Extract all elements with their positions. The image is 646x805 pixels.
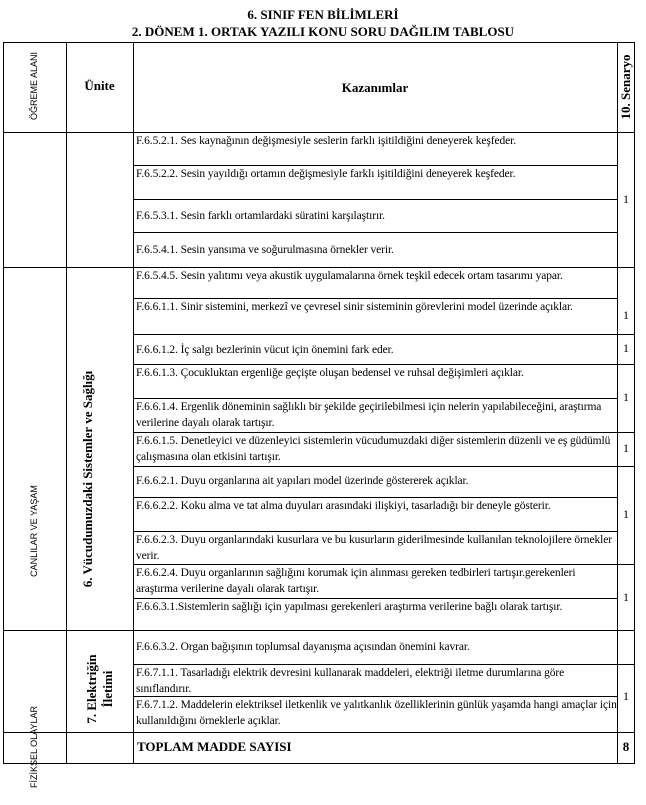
objective-row: F.6.7.1.2. Maddelerin elektriksel iletkenlik ve yalıtkanlık özelliklerinin günlük yaşamda hangi amaçlar için kullanıldığını örneklerle açıklar. [136,699,617,727]
learning-area-living: CANLILAR VE YAŞAM [29,485,39,577]
unit-7-label: 7. Elektriğin İletimi [84,654,115,724]
objective-row: F.6.6.1.5. Denetleyici ve düzenleyici sistemlerin vücudumuzdaki diğer sistemlerin düzenli ve eş güdümlü çalışmasına olan etkisini tartışır. [136,435,611,463]
learning-area-header: ÖĞREME ALANI [29,51,39,121]
objectives-header: Kazanımlar [341,80,409,95]
question-count: 1 [623,192,629,206]
document-subtitle: 2. DÖNEM 1. ORTAK YAZILI KONU SORU DAĞILIM TABLOSU [131,24,515,39]
question-count: 1 [623,390,629,404]
question-count: 1 [623,341,629,355]
section-divider [3,732,635,733]
objective-row: F.6.5.2.2. Sesin yayıldığı ortamın değişmesiyle farklı işitildiğini deneyerek keşfeder. [136,168,516,180]
objective-row: F.6.6.1.1. Sinir sistemini, merkezî ve çevresel sinir sisteminin görevlerini model üzerinde açıklar. [136,301,573,313]
objective-row: F.6.6.1.4. Ergenlik döneminin sağlıklı bir şekilde geçirilebilmesi için nelerin yapılabileceğini, araştırma verilerine dayalı olarak tartışır. [136,401,602,429]
objective-row: F.6.6.2.2. Koku alma ve tat alma duyuları arasındaki ilişkiyi, tasarladığı bir deneyle gösterir. [136,500,551,512]
objective-row: F.6.6.1.3. Çocukluktan ergenliğe geçişte oluşan bedensel ve ruhsal değişimleri açıklar. [136,367,524,379]
question-count: 1 [623,590,629,604]
objective-row: F.6.6.2.3. Duyu organlarındaki kusurlara ve bu kusurların giderilmesinde kullanılan teknolojilere örnekler verir. [136,534,612,562]
unit-header: Ünite [84,78,115,93]
row-divider [133,466,635,467]
section-divider [3,630,635,631]
question-count: 1 [623,441,629,455]
question-count: 1 [623,689,629,703]
column-divider [66,42,67,764]
document-header [0,6,646,40]
total-label: TOPLAM MADDE SAYISI [137,739,292,754]
row-divider [133,334,635,335]
objective-row: F.6.5.4.1. Sesin yansıma ve soğurulmasına örnekler verir. [136,244,394,256]
question-count: 1 [623,507,629,521]
objective-row: F.6.5.4.5. Sesin yalıtımı veya akustik uygulamalarına örnek teşkil edecek ortam tasarımı yapar. [136,270,563,282]
question-count: 1 [623,308,629,322]
objective-row: F.6.5.3.1. Sesin farklı ortamlardaki süratini karşılaştırır. [136,210,385,222]
table-border-bottom [3,763,635,764]
table-border-top [3,42,635,43]
objective-row: F.6.6.2.1. Duyu organlarına ait yapıları model üzerinde göstererek açıklar. [136,475,469,487]
objective-row: F.6.6.2.4. Duyu organlarının sağlığını korumak için alınması gereken tedbirleri tartışır.gerekenleri araştırma verilerine dayalı olarak tartışır. [136,567,576,595]
objective-row: F.6.7.1.1. Tasarladığı elektrik devresini kullanarak maddeleri, elektriği iletme durumlarına göre sınıflandırır. [136,667,565,695]
row-divider [133,199,617,200]
row-divider [133,232,617,233]
document-title: 6. SINIF FEN BİLİMLERİ [247,7,399,22]
learning-area-physical: FİZİKSEL OLAYLAR [29,705,39,789]
table-border-left [3,42,4,764]
distribution-table [3,42,635,789]
unit-6-label: 6. Vücudumuzdaki Sistemler ve Sağlığı [80,370,95,588]
total-value: 8 [622,739,630,754]
objective-row: F.6.5.2.1. Ses kaynağının değişmesiyle seslerin farklı işitildiğini deneyerek keşfeder. [136,135,517,147]
objective-row: F.6.6.3.2. Organ bağışının toplumsal dayanışma açısından önemini kavrar. [136,641,470,653]
scenario-header: 10. Senaryo [618,54,633,120]
objective-row: F.6.6.1.2. İç salgı bezlerinin vücut için önemini fark eder. [136,344,394,356]
objective-row: F.6.6.3.1.Sistemlerin sağlığı için yapılması gerekenleri araştırma verilerine bağlı olarak tartışır. [136,601,563,613]
